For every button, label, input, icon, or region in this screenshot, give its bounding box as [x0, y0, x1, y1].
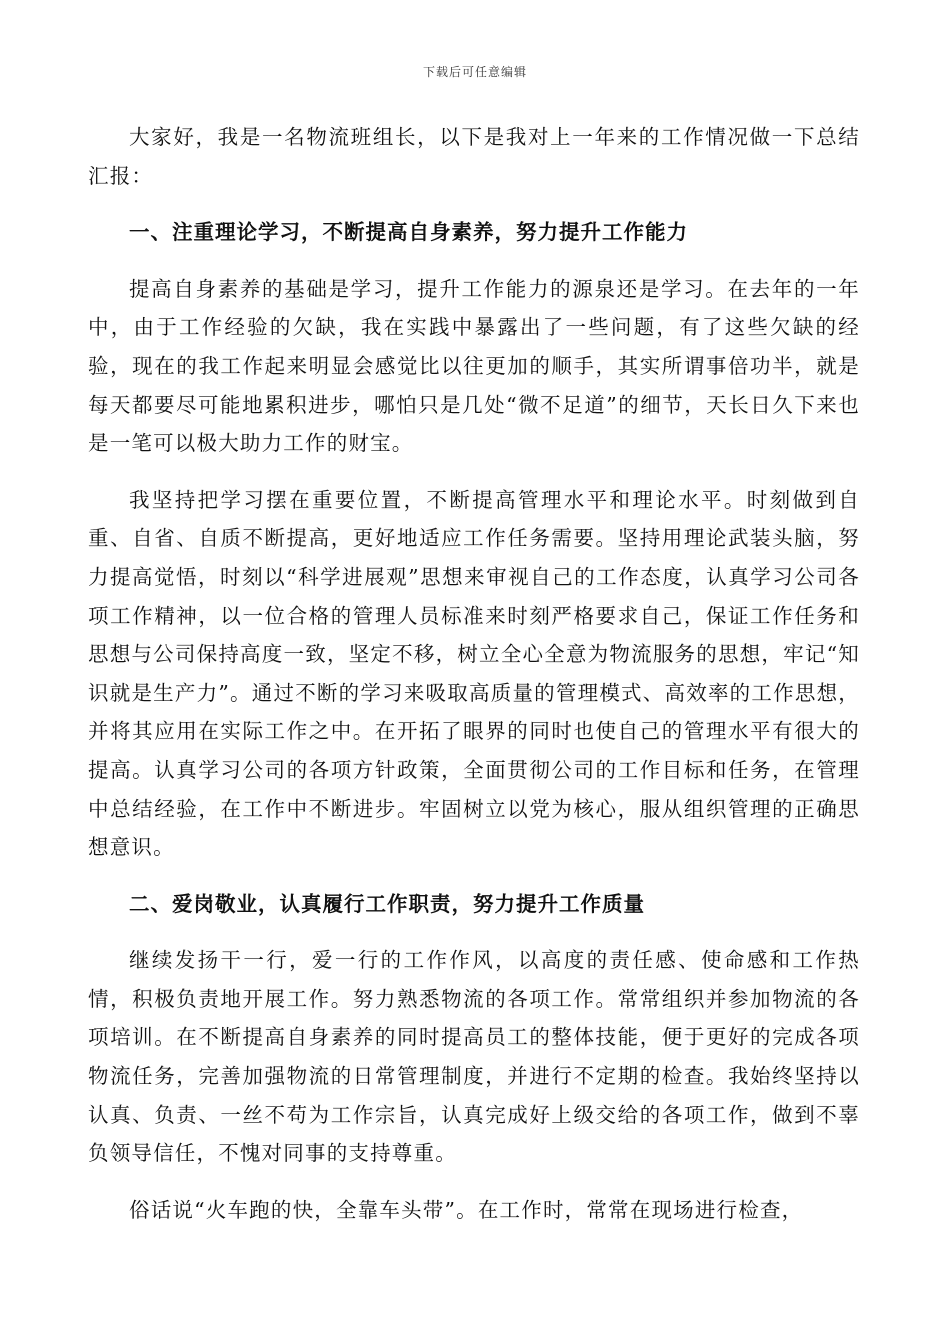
section-2-paragraph-2: 俗话说“火车跑的快，全靠车头带”。在工作时，常常在现场进行检查， [129, 1197, 804, 1222]
intro-paragraph: 大家好，我是一名物流班组长，以下是我对上一年来的工作情况做一下总结汇报： [88, 125, 860, 188]
section-2-paragraph-1: 继续发扬干一行，爱一行的工作作风，以高度的责任感、使命感和工作热情，积极负责地开展工作。努力熟悉物流的各项工作。常常组织并参加物流的各项培训。在不断提高自身素养的同时提高员工的整体技能，便于更好的完成各项物流任务，完善加强物流的日常管理制度，并进行不定期的检查。我始终坚持以认真、负责、一丝不苟为工作宗旨，认真完成好上级交给的各项工作，做到不辜负领导信任，不愧对同事的支持尊重。 [88, 948, 860, 1166]
document-body [88, 118, 860, 1247]
section-1-heading: 一、注重理论学习，不断提高自身素养，努力提升工作能力 [129, 220, 688, 245]
section-1-paragraph-1: 提高自身素养的基础是学习，提升工作能力的源泉还是学习。在去年的一年中，由于工作经验的欠缺，我在实践中暴露出了一些问题，有了这些欠缺的经验，现在的我工作起来明显会感觉比以往更加的顺手，其实所谓事倍功半，就是每天都要尽可能地累积进步，哪怕只是几处“微不足道”的细节，天长日久下来也是一笔可以极大助力工作的财宝。 [88, 276, 860, 456]
page-header: 下载后可任意编辑 [422, 65, 527, 79]
section-1-paragraph-2: 我坚持把学习摆在重要位置，不断提高管理水平和理论水平。时刻做到自重、自省、自质不断提高，更好地适应工作任务需要。坚持用理论武装头脑，努力提高觉悟，时刻以“科学进展观”思想来审视自己的工作态度，认真学习公司各项工作精神，以一位合格的管理人员标准来时刻严格要求自己，保证工作任务和思想与公司保持高度一致，坚定不移，树立全心全意为物流服务的思想，牢记“知识就是生产力”。通过不断的学习来吸取高质量的管理模式、高效率的工作思想，并将其应用在实际工作之中。在开拓了眼界的同时也使自己的管理水平有很大的提高。认真学习公司的各项方针政策，全面贯彻公司的工作目标和任务，在管理中总结经验，在工作中不断进步。牢固树立以党为核心，服从组织管理的正确思想意识。 [88, 487, 860, 860]
section-2-heading: 二、爱岗敬业，认真履行工作职责，努力提升工作质量 [129, 891, 645, 916]
